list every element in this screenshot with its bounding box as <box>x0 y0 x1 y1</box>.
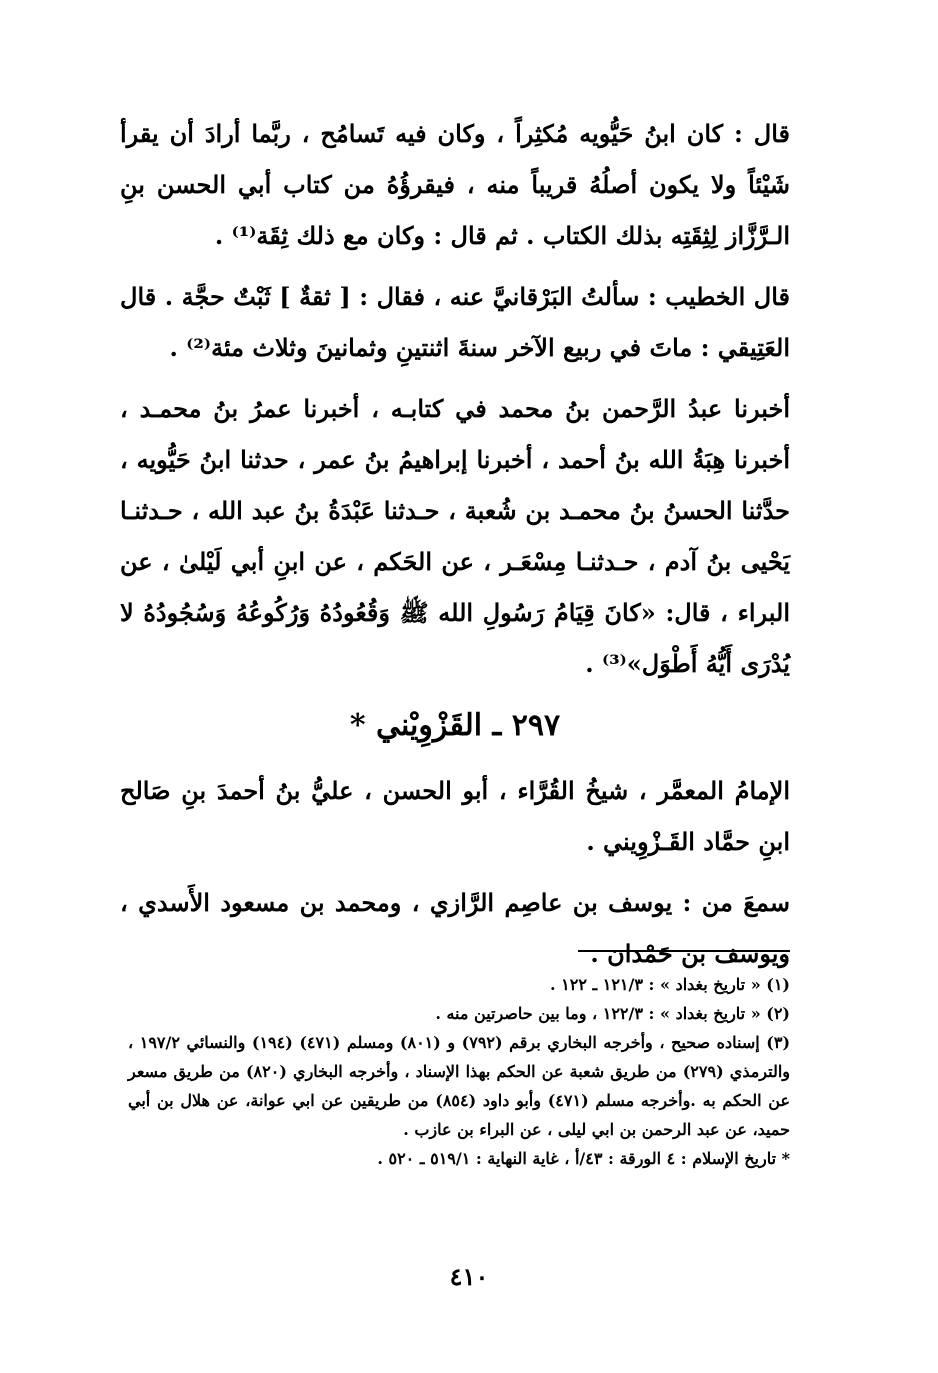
paragraph-4: الإمامُ المعمَّر ، شيخُ القُرَّاء ، أبو الحسن ، عليُّ بنُ أحمدَ بنِ صَالح ابنِ حمَّاد القَـزْوِيني . <box>120 776 790 856</box>
paragraph-3: أخبرنا عبدُ الرَّحمن بنُ محمد في كتابـه ، أخبرنا عمرُ بنُ محمـد ، أخبرنا هِبَةُ الله بنُ أحمد ، أخبرنا إبراهيمُ بنُ عمر ، حدثنا ابنُ حَيُّويه ، حدَّثنا الحسنُ بنُ محمـد بن شُعبة ، حـدثنا عَبْدَةُ بنُ عبد الله ، حـدثنـا يَحْيى بنُ آدم ، حـدثنـا مِسْعَـر ، عن الحَكم ، عن ابنِ أبي لَيْلىٰ ، عن البراء ، قال: «كانَ قِيَامُ رَسُولِ الله ﷺ وَقُعُودُهُ وَرُكُوعُهُ وَسُجُودُهُ لا يُدْرَى أَيُّهُ أَطْوَل»⁽³⁾ . <box>120 394 790 678</box>
footnote-1: (١) « تاريخ بغداد » : ١٢١/٣ ـ ١٢٢ . <box>549 975 790 994</box>
footnote-3: (٣) إسناده صحيح ، وأخرجه البخاري برقم (٧٩٢) و (٨٠١) ومسلم (٤٧١) (١٩٤) والنسائي ١٩٧/٢ ، والترمذي (٢٧٩) من طريق شعبة عن الحكم بهذا الإسناد ، وأخرجه البخاري (٨٢٠) من طريق مسعر عن الحكم به .وأخرجه مسلم (٤٧١) وأبو داود (٨٥٤) من طريقين عن ابي عوانة، عن هلال بن أبي حميد، عن عبد الرحمن بن ابي ليلى ، عن البراء بن عازب . <box>128 1033 791 1139</box>
footnote-source: * تاريخ الإسلام : ٤ الورقة : ٤٣/أ ، غاية النهاية : ٥١٩/١ ـ ٥٢٠ . <box>377 1149 790 1168</box>
footnotes <box>128 970 790 1173</box>
paragraph-1: قال : كان ابنُ حَيُّويه مُكثِراً ، وكان فيه تَسامُح ، ربَّما أرادَ أن يقرأ شَيْئاً ولا يكون أصلُهُ قريباً منه ، فيقرؤُهُ من كتاب أبي الحسن بنِ الـرَّزَّاز لِثِقَتِه بذلك الكتاب . ثم قال : وكان مع ذلك ثِقَة⁽¹⁾ . <box>120 119 790 250</box>
page-number: ٤١٠ <box>449 1262 489 1291</box>
footnote-2: (٢) « تاريخ بغداد » : ١٢٢/٣ ، وما بين حاصرتين منه . <box>435 1004 790 1023</box>
paragraph-2: قال الخطيب : سألتُ البَرْقانيَّ عنه ، فقال : [ ثقةٌ ] ثَبْتٌ حجَّة . قال العَتِيقي : ماتَ في ربيع الآخر سنةَ اثنتينِ وثمانينَ وثلاث مئة⁽²⁾ . <box>120 282 790 362</box>
footnote-divider <box>578 950 790 952</box>
paragraph-5: سمعَ من : يوسف بن عاصِم الرَّازي ، ومحمد بن مسعود الأَسدي ، ويوسف بن حَمْدان . <box>120 888 790 968</box>
entry-heading: ٢٩٧ ـ القَزْوِيْني * <box>349 708 561 743</box>
main-text <box>120 108 790 989</box>
